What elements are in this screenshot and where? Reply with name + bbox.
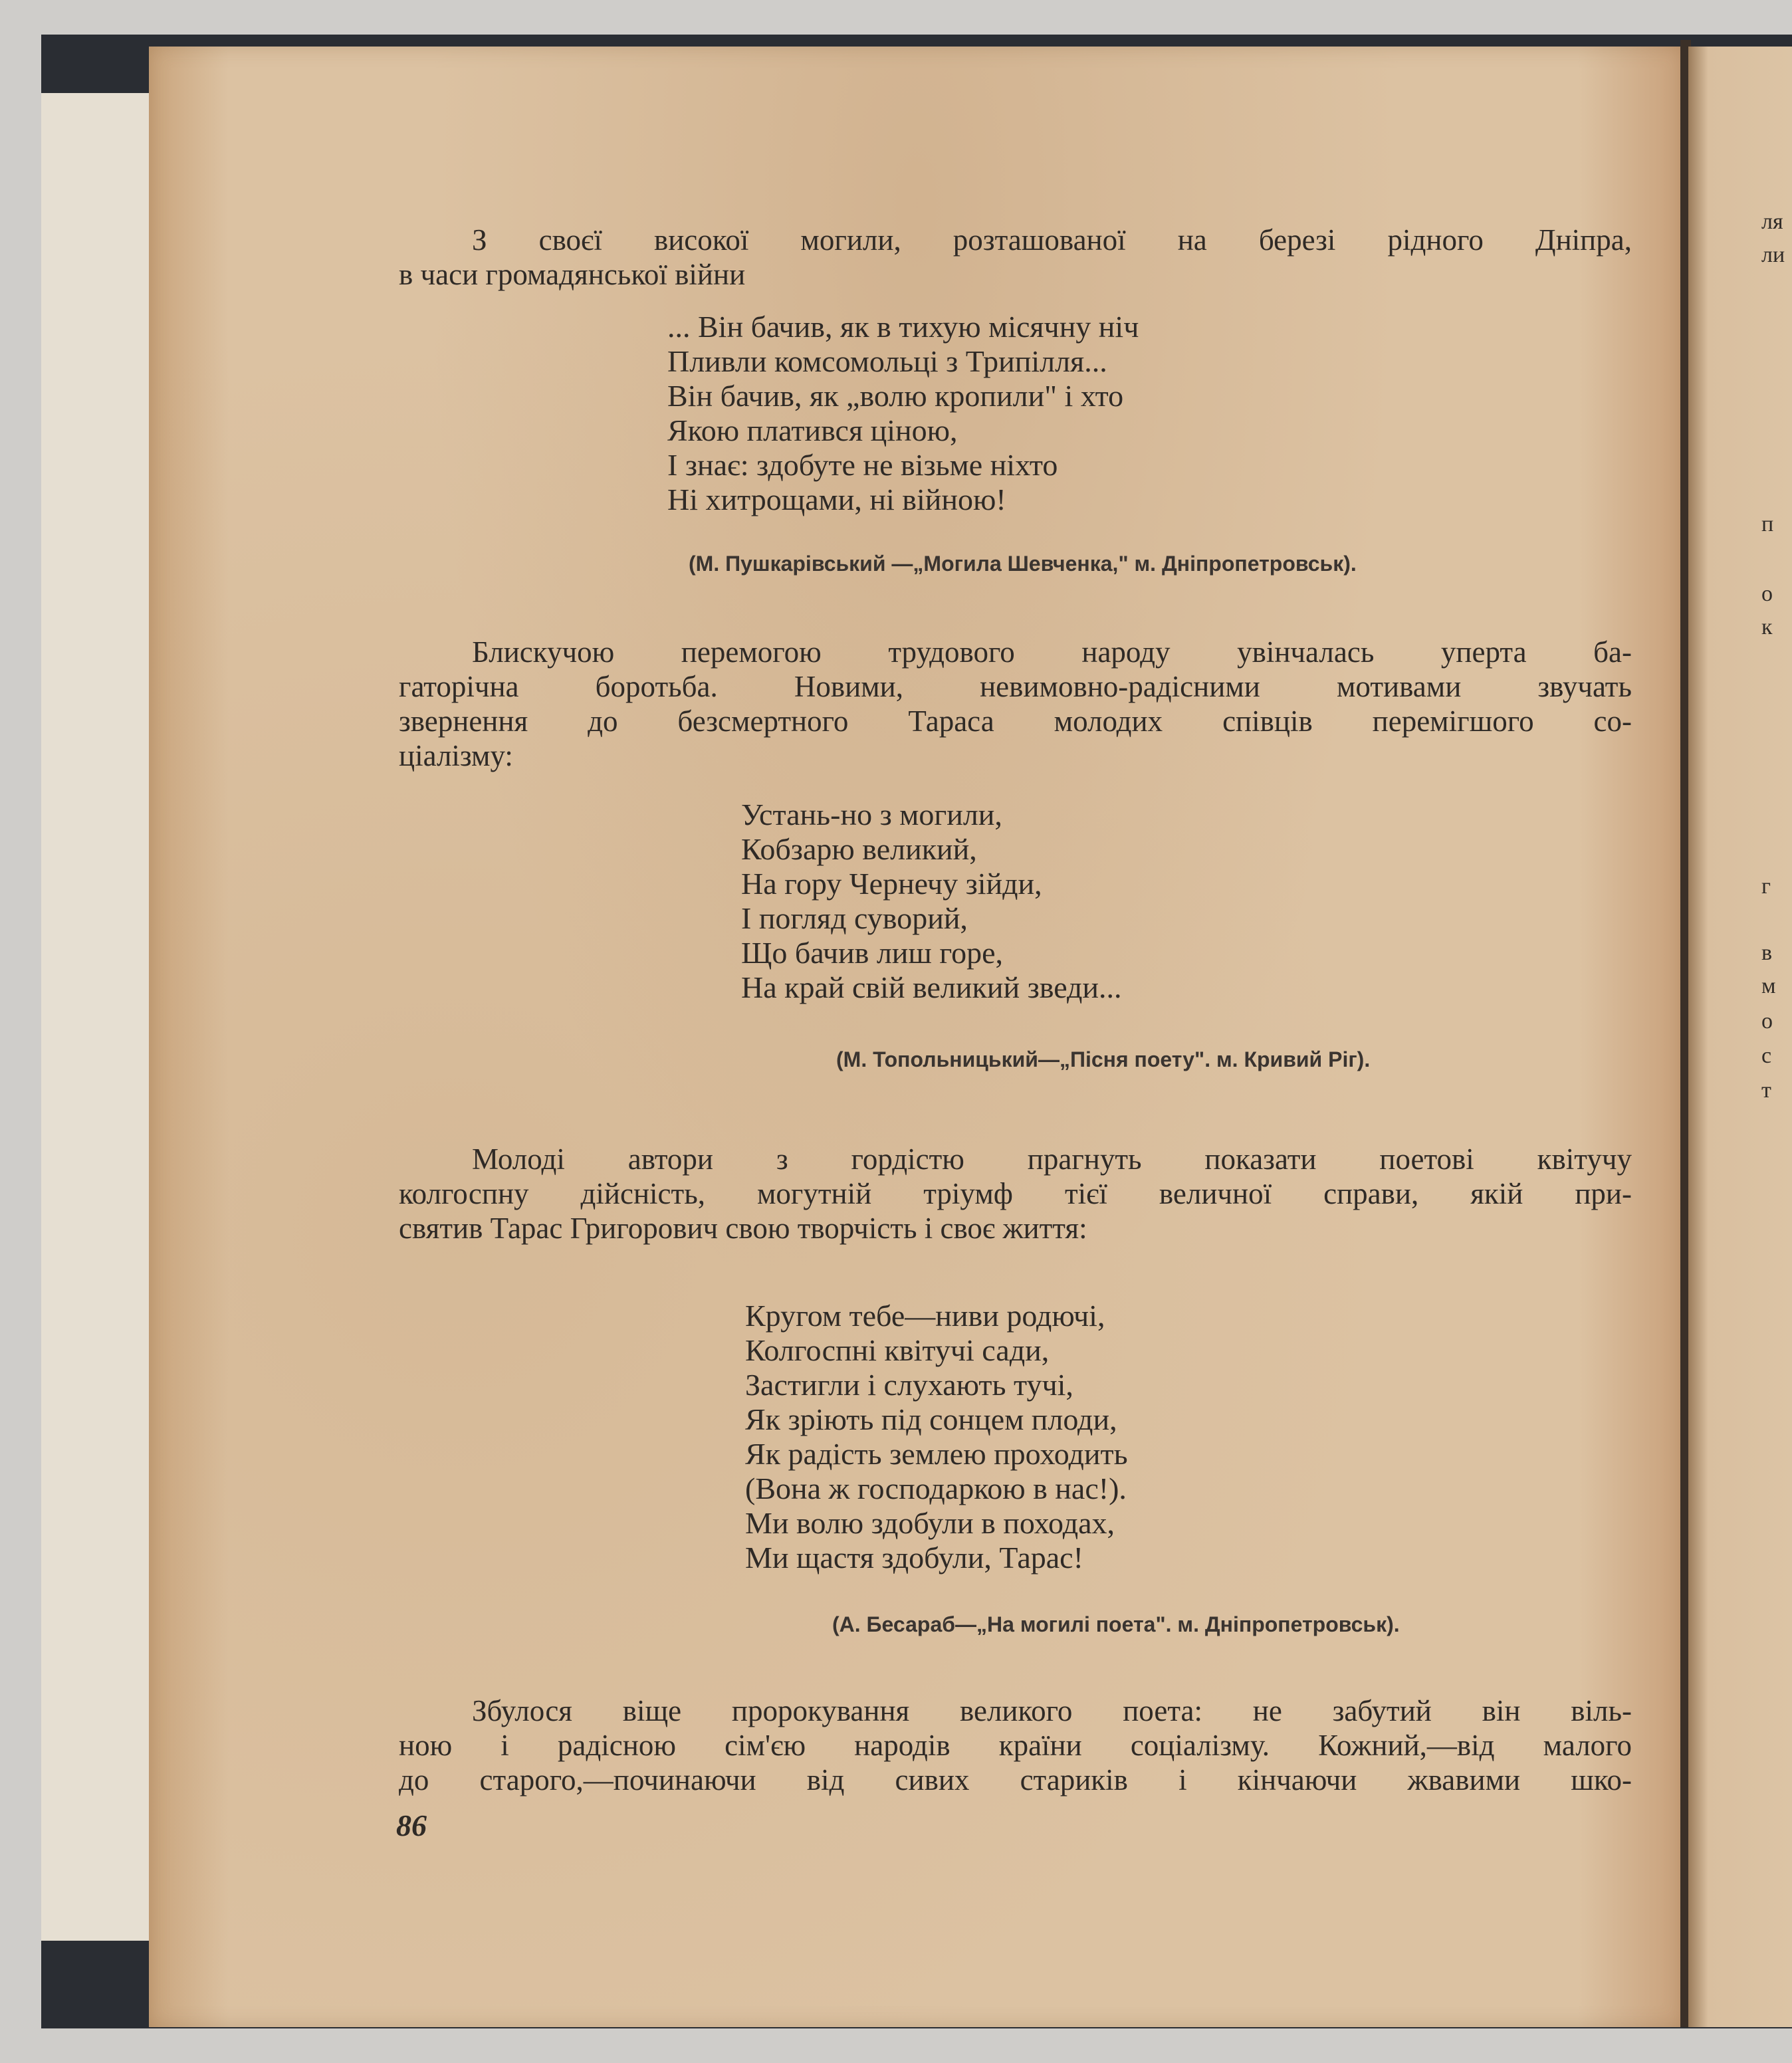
- page-number: 86: [396, 1808, 427, 1842]
- fragment-text: ли: [1761, 243, 1785, 267]
- paragraph-line: колгоспну дійсність, могутній тріумф тієї величної справи, якій при-: [399, 1177, 1632, 1210]
- poem-3: [745, 1299, 1128, 1575]
- poem-line: На край свій великий зведи...: [741, 970, 1122, 1004]
- paragraph-line: Блискучою перемогою трудового народу увінчалась уперта ба-: [472, 635, 1632, 669]
- fragment-text: о: [1761, 582, 1773, 606]
- poem-line: Як радість землею проходить: [745, 1437, 1128, 1471]
- paragraph-line: З своєї високої могили, розташованої на березі рідного Дніпра,: [472, 223, 1632, 257]
- fragment-text: т: [1761, 1078, 1771, 1103]
- paragraph-line: ціалізму:: [399, 739, 513, 772]
- poem-line: Кобзарю великий,: [741, 832, 977, 866]
- book-page-right-edge: [1688, 47, 1792, 2027]
- paragraph-line: в часи громадянської війни: [399, 258, 746, 291]
- fragment-text: г: [1761, 874, 1771, 899]
- fragment-text: в: [1761, 940, 1773, 965]
- fragment-text: к: [1761, 615, 1773, 639]
- poem-line: (Вона ж господаркою в нас!).: [745, 1471, 1127, 1505]
- poem-line: Колгоспні квітучі сади,: [745, 1333, 1050, 1367]
- poem-2: [741, 798, 1122, 1005]
- poem-1: [667, 310, 1139, 517]
- paragraph-4: [399, 1693, 1632, 1797]
- paragraph-line: Збулося віще пророкування великого поета: не забутий він віль-: [472, 1694, 1632, 1727]
- paragraph-3: [399, 1142, 1632, 1246]
- poem-line: І знає: здобуте не візьме ніхто: [667, 448, 1058, 482]
- poem-1-citation: (М. Пушкарівський —„Могила Шевченка," м. Дніпропетровськ).: [689, 552, 1357, 576]
- poem-2-citation: (М. Топольницький—„Пісня поету". м. Кривий Ріг).: [836, 1047, 1371, 1071]
- fragment-text: п: [1761, 512, 1774, 536]
- paragraph-line: гаторічна боротьба. Новими, невимовно-радісними мотивами звучать: [399, 670, 1632, 703]
- poem-line: Ми волю здобули в походах,: [745, 1506, 1115, 1540]
- poem-line: І погляд суворий,: [741, 901, 968, 935]
- underlying-sheet: [41, 93, 154, 1941]
- poem-3-citation: (А. Бесараб—„На могилі поета". м. Дніпропетровськ).: [832, 1612, 1400, 1636]
- poem-line: ... Він бачив, як в тихую місячну ніч: [667, 310, 1139, 344]
- poem-line: Ні хитрощами, ні війною!: [667, 483, 1006, 516]
- fragment-text: м: [1761, 974, 1776, 998]
- paragraph-line: святив Тарас Григорович свою творчість і своє життя:: [399, 1212, 1087, 1245]
- fragment-text: с: [1761, 1043, 1772, 1068]
- poem-line: Ми щастя здобули, Тарас!: [745, 1541, 1083, 1574]
- poem-line: Він бачив, як „волю кропили" і хто: [667, 379, 1124, 413]
- paragraph-2: [399, 635, 1632, 773]
- poem-line: Як зріють під сонцем плоди,: [745, 1402, 1117, 1436]
- poem-line: Устань-но з могили,: [741, 798, 1002, 831]
- poem-line: Кругом тебе—ниви родючі,: [745, 1299, 1105, 1333]
- fragment-text: о: [1761, 1009, 1773, 1033]
- poem-line: Якою платився ціною,: [667, 413, 958, 447]
- paragraph-1: [399, 223, 1632, 292]
- fragment-text: ля: [1761, 209, 1783, 234]
- paragraph-line: до старого,—починаючи від сивих стариків і кінчаючи жвавими шко-: [399, 1763, 1632, 1796]
- poem-line: На гору Чернечу зійди,: [741, 867, 1042, 901]
- poem-line: Що бачив лиш горе,: [741, 936, 1003, 970]
- paragraph-line: ною і радісною сім'єю народів країни соціалізму. Кожний,—від малого: [399, 1729, 1632, 1762]
- paragraph-line: звернення до безсмертного Тараса молодих співців перемігшого со-: [399, 705, 1632, 738]
- poem-line: Пливли комсомольці з Трипілля...: [667, 344, 1107, 378]
- poem-line: Застигли і слухають тучі,: [745, 1368, 1073, 1402]
- paragraph-line: Молоді автори з гордістю прагнуть показати поетові квітучу: [472, 1142, 1632, 1176]
